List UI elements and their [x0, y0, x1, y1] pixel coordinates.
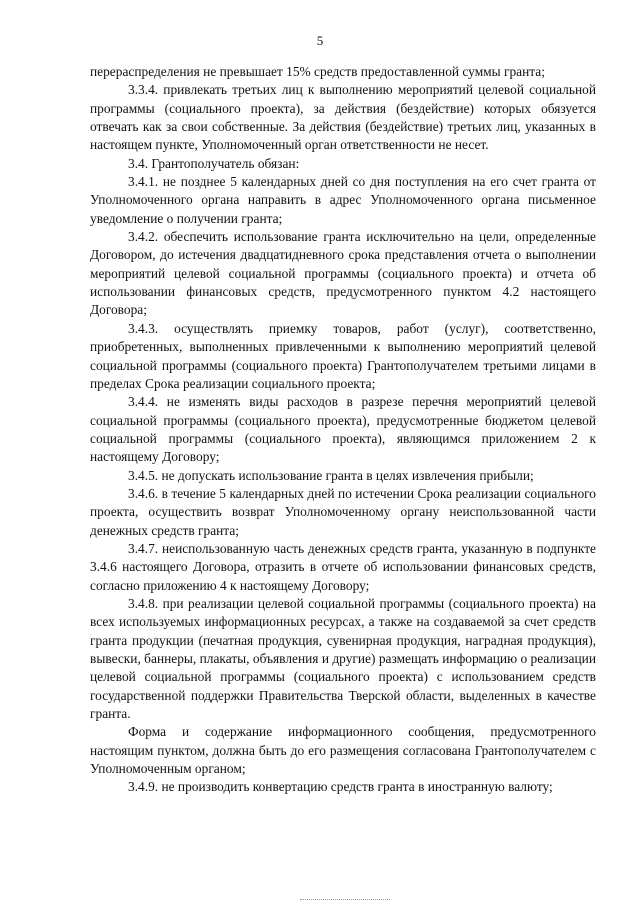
document-paragraph: 3.3.4. привлекать третьих лиц к выполнению мероприятий целевой социальной программы (социального проекта), за действия (бездействие) которых обязуется отвечать как за свои собственные. За действия (бездействие) третьих лиц, указанных в настоящем пункте, Уполномоченный орган ответственности не несет. — [90, 82, 596, 153]
document-paragraph: 3.4.4. не изменять виды расходов в разрезе перечня мероприятий целевой социальной программы (социального проекта), предусмотренные бюджетом целевой социальной программы (социального проекта), являющимся приложением 2 к настоящему Договору; — [90, 394, 596, 465]
document-paragraph: 3.4.8. при реализации целевой социальной программы (социального проекта) на всех используемых информационных ресурсах, а также на создаваемой за счет средств гранта продукции (печатная продукция, сувенирная продукция, наградная продукция), вывески, баннеры, плакаты, объявления и другие) размещать информацию о реализации целевой социальной программы (социального проекта) с использованием средств государственной поддержки Правительства Тверской области, выделенных в качестве гранта. — [90, 595, 596, 722]
document-paragraph: 3.4.1. не позднее 5 календарных дней со дня поступления на его счет гранта от Уполномоченного органа направить в адрес Уполномоченного органа письменное уведомление о получении гранта; — [90, 174, 596, 226]
document-paragraph: Форма и содержание информационного сообщения, предусмотренного настоящим пунктом, должна быть до его размещения согласована Грантополучателем с Уполномоченным органом; — [90, 724, 596, 777]
scan-artifact-divider — [300, 899, 390, 902]
document-paragraph: 3.4.5. не допускать использование гранта в целях извлечения прибыли; — [128, 467, 534, 483]
document-paragraph: 3.4.3. осуществлять приемку товаров, работ (услуг), соответственно, приобретенных, выполненных привлеченными к выполнению мероприятий целевой социальной программы (социального проекта) Грантополучателем третьими лицами в пределах Срока реализации социального проекта; — [90, 320, 596, 391]
document-body — [90, 63, 596, 797]
page-number: 5 — [316, 33, 324, 48]
document-paragraph: 3.4.9. не производить конвертацию средств гранта в иностранную валюту; — [128, 779, 553, 795]
document-paragraph: 3.4.7. неиспользованную часть денежных средств гранта, указанную в подпункте 3.4.6 настоящего Договора, отразить в отчете об использовании финансовых средств, согласно приложению 4 к настоящему Договору; — [90, 540, 596, 593]
document-paragraph: перераспределения не превышает 15% средств предоставленной суммы гранта; — [90, 64, 545, 79]
document-paragraph: 3.4.6. в течение 5 календарных дней по истечении Срока реализации социального проекта, осуществить возврат Уполномоченному органу неиспользованной части денежных средств гранта; — [90, 485, 596, 538]
document-paragraph: 3.4.2. обеспечить использование гранта исключительно на цели, определенные Договором, до истечения двадцатидневного срока представления отчета о выполнении мероприятий целевой социальной программы (социального проекта) и отчета об использовании финансовых средств, предусмотренного пунктом 4.2 настоящего Договора; — [90, 229, 596, 318]
document-paragraph: 3.4. Грантополучатель обязан: — [128, 155, 300, 171]
